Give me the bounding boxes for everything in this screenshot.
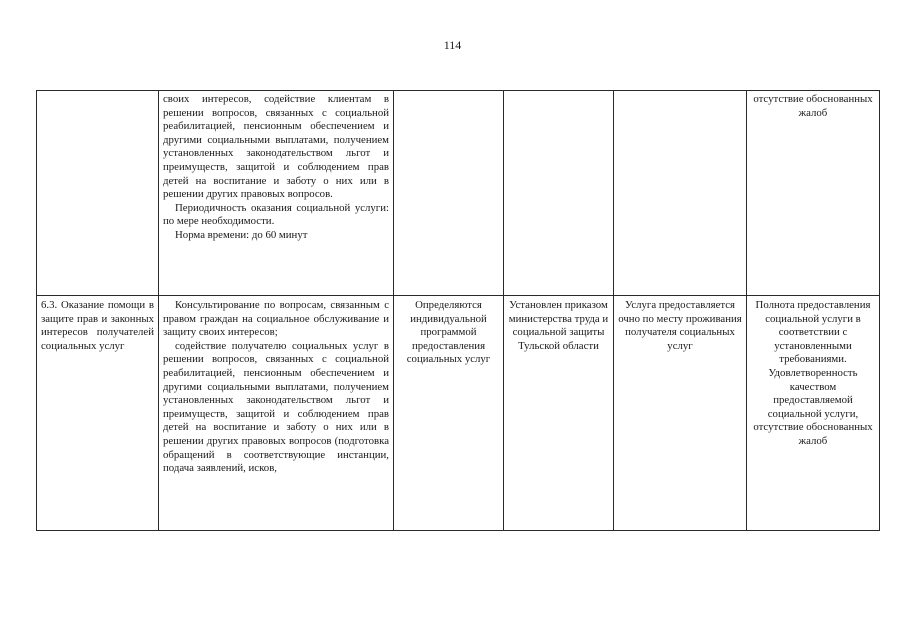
description-paragraph: Периодичность оказания социальной услуги: по мере необходимости. bbox=[163, 201, 389, 228]
volume-cell bbox=[394, 91, 504, 296]
service-name-cell bbox=[37, 296, 159, 531]
conditions-cell bbox=[614, 91, 747, 296]
description-paragraph: Норма времени: до 60 минут bbox=[175, 228, 308, 241]
services-table bbox=[36, 90, 880, 531]
timing-cell bbox=[504, 91, 614, 296]
description-paragraph: своих интересов, содействие клиентам в решении вопросов, связанных с социальной реабилитацией, пенсионным обеспечением и другими социальными выплатами, получением установленных законодательством льгот и преимуществ, защитой и соблюдением прав детей на воспитание и заботу о них или в решении других правовых вопросов. bbox=[163, 93, 389, 201]
volume-cell: Определяются индивидуальной программой предоставления социальных услуг bbox=[394, 296, 504, 531]
service-description-cell bbox=[159, 296, 394, 531]
quality-cell: Полнота предоставления социальной услуги в соответствии с установленными требованиями. Удовлетворенность качеством предоставляемой социальной услуги, отсутствие обоснованных жалоб bbox=[747, 296, 880, 531]
timing-cell: Установлен приказом министерства труда и социальной защиты Тульской области bbox=[504, 296, 614, 531]
description-paragraph: содействие получателю социальных услуг в решении вопросов, связанных с социальной реабилитацией, пенсионным обеспечением и другими социальными выплатами, получением установленных законодательством льгот и преимуществ, защитой и соблюдением прав детей на воспитание и заботу о них или в решении других правовых вопросов (подготовка обращений в соответствующие инстанции, подача заявлений, исков, bbox=[163, 339, 389, 475]
conditions-cell: Услуга предоставляется очно по месту проживания получателя социальных услуг bbox=[614, 296, 747, 531]
service-name: 6.3. Оказание помощи в защите прав и законных интересов получателей социальных услуг bbox=[41, 299, 154, 352]
page-number: 114 bbox=[443, 38, 462, 52]
table-row bbox=[37, 91, 880, 296]
quality-cell: отсутствие обоснованных жалоб bbox=[747, 91, 880, 296]
service-name-cell bbox=[37, 91, 159, 296]
service-description-cell bbox=[159, 91, 394, 296]
table-row bbox=[37, 296, 880, 531]
description-paragraph: Консультирование по вопросам, связанным с правом граждан на социальное обслуживание и защиту своих интересов; bbox=[163, 299, 389, 339]
